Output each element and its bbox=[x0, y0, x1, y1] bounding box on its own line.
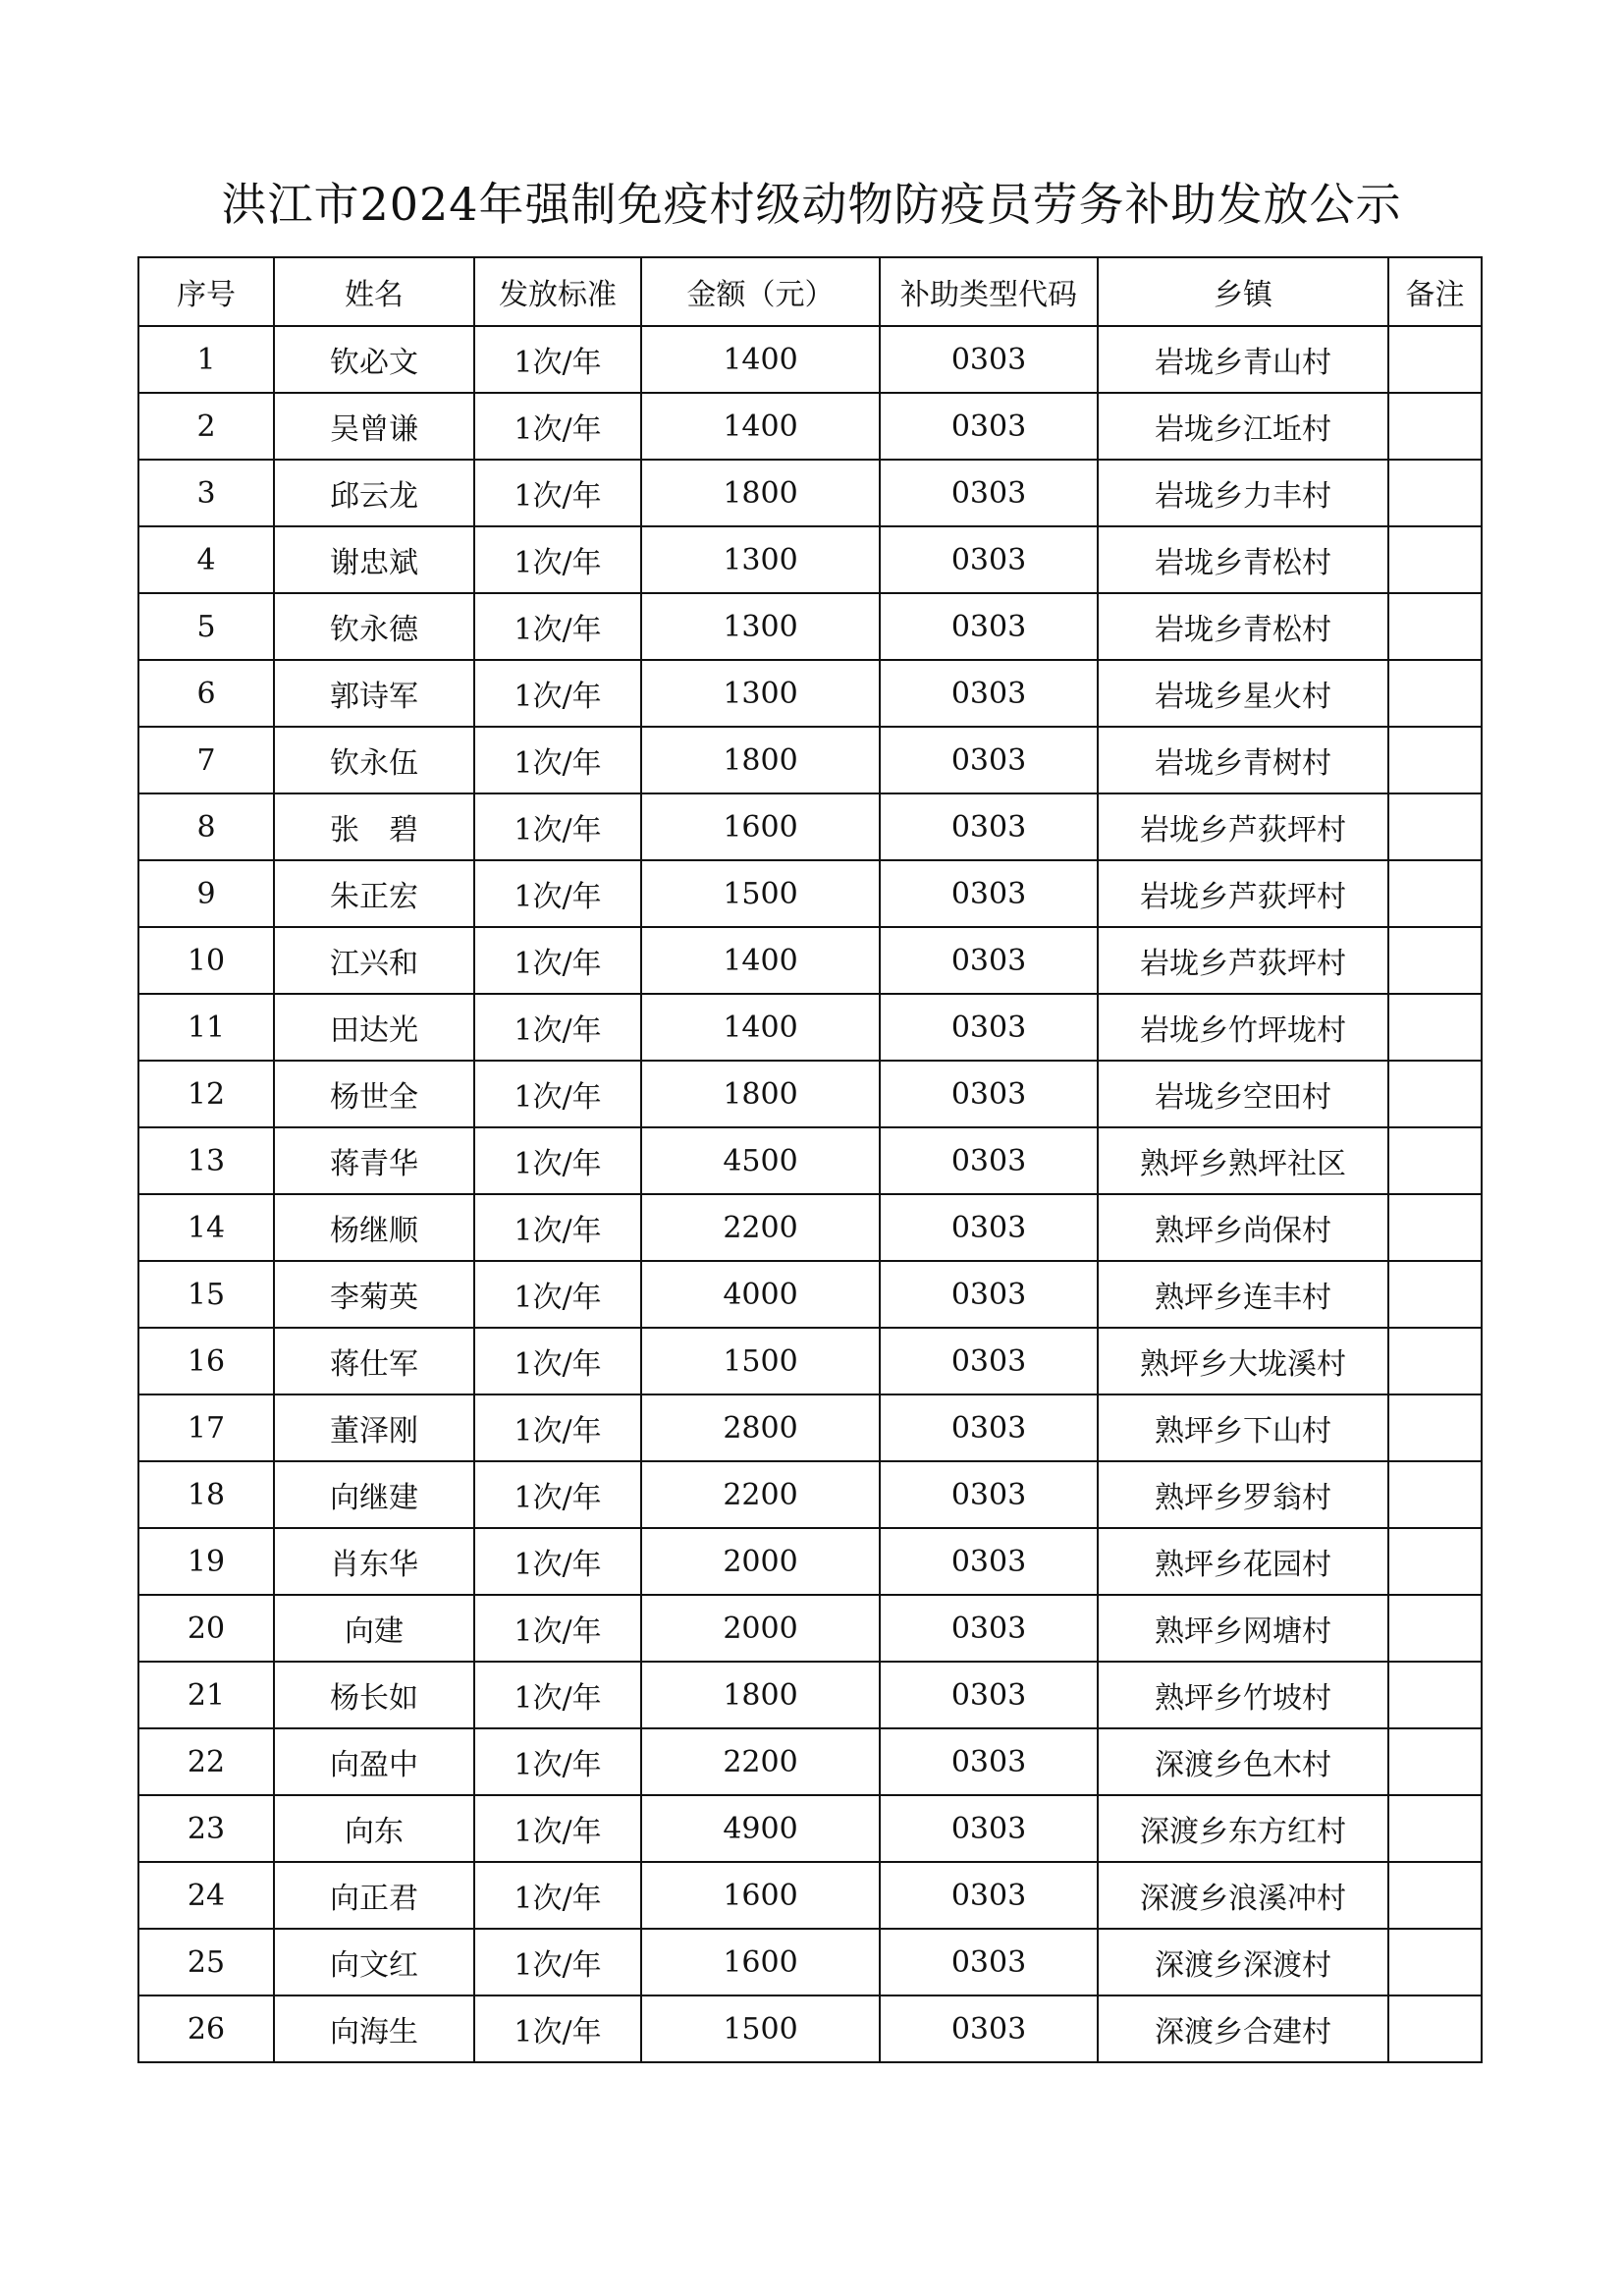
cell-subsidy-code: 0303 bbox=[880, 460, 1098, 526]
cell-name: 朱正宏 bbox=[274, 860, 474, 927]
cell-subsidy-code: 0303 bbox=[880, 1862, 1098, 1929]
table-row bbox=[138, 1995, 1482, 2062]
cell-serial-number: 8 bbox=[138, 793, 274, 860]
cell-name: 江兴和 bbox=[274, 927, 474, 994]
cell-serial-number: 11 bbox=[138, 994, 274, 1061]
cell-standard: 1次/年 bbox=[474, 1728, 641, 1795]
cell-amount: 1300 bbox=[641, 526, 880, 593]
cell-standard: 1次/年 bbox=[474, 660, 641, 727]
table-row bbox=[138, 994, 1482, 1061]
cell-subsidy-code: 0303 bbox=[880, 1795, 1098, 1862]
cell-subsidy-code: 0303 bbox=[880, 1662, 1098, 1728]
cell-township: 岩垅乡芦荻坪村 bbox=[1098, 793, 1388, 860]
cell-serial-number: 4 bbox=[138, 526, 274, 593]
table-row bbox=[138, 1528, 1482, 1595]
cell-standard: 1次/年 bbox=[474, 1461, 641, 1528]
table-row bbox=[138, 727, 1482, 793]
cell-remarks bbox=[1388, 526, 1482, 593]
cell-township: 岩垅乡青山村 bbox=[1098, 326, 1388, 393]
cell-serial-number: 7 bbox=[138, 727, 274, 793]
cell-township: 深渡乡东方红村 bbox=[1098, 1795, 1388, 1862]
cell-serial-number: 19 bbox=[138, 1528, 274, 1595]
header-name: 姓名 bbox=[274, 257, 474, 326]
cell-standard: 1次/年 bbox=[474, 1929, 641, 1995]
cell-name: 向建 bbox=[274, 1595, 474, 1662]
cell-serial-number: 20 bbox=[138, 1595, 274, 1662]
cell-amount: 1300 bbox=[641, 593, 880, 660]
cell-township: 岩垅乡力丰村 bbox=[1098, 460, 1388, 526]
table-row bbox=[138, 1061, 1482, 1127]
table-row bbox=[138, 1194, 1482, 1261]
cell-amount: 1600 bbox=[641, 1862, 880, 1929]
cell-amount: 4000 bbox=[641, 1261, 880, 1328]
cell-serial-number: 12 bbox=[138, 1061, 274, 1127]
header-row bbox=[138, 257, 1482, 326]
cell-name: 董泽刚 bbox=[274, 1394, 474, 1461]
cell-serial-number: 23 bbox=[138, 1795, 274, 1862]
header-township: 乡镇 bbox=[1098, 257, 1388, 326]
cell-remarks bbox=[1388, 1595, 1482, 1662]
cell-serial-number: 16 bbox=[138, 1328, 274, 1394]
table-row bbox=[138, 1127, 1482, 1194]
cell-amount: 1600 bbox=[641, 1929, 880, 1995]
cell-serial-number: 5 bbox=[138, 593, 274, 660]
cell-standard: 1次/年 bbox=[474, 860, 641, 927]
cell-standard: 1次/年 bbox=[474, 326, 641, 393]
cell-serial-number: 2 bbox=[138, 393, 274, 460]
cell-name: 张 碧 bbox=[274, 793, 474, 860]
cell-standard: 1次/年 bbox=[474, 1595, 641, 1662]
cell-subsidy-code: 0303 bbox=[880, 1261, 1098, 1328]
cell-remarks bbox=[1388, 660, 1482, 727]
table-row bbox=[138, 1795, 1482, 1862]
cell-standard: 1次/年 bbox=[474, 1862, 641, 1929]
cell-amount: 1500 bbox=[641, 1328, 880, 1394]
cell-township: 熟坪乡连丰村 bbox=[1098, 1261, 1388, 1328]
cell-subsidy-code: 0303 bbox=[880, 393, 1098, 460]
cell-name: 钦永伍 bbox=[274, 727, 474, 793]
cell-subsidy-code: 0303 bbox=[880, 927, 1098, 994]
cell-amount: 2000 bbox=[641, 1595, 880, 1662]
cell-serial-number: 17 bbox=[138, 1394, 274, 1461]
cell-name: 钦必文 bbox=[274, 326, 474, 393]
cell-name: 向盈中 bbox=[274, 1728, 474, 1795]
cell-name: 谢忠斌 bbox=[274, 526, 474, 593]
cell-township: 熟坪乡熟坪社区 bbox=[1098, 1127, 1388, 1194]
header-remarks: 备注 bbox=[1388, 257, 1482, 326]
cell-remarks bbox=[1388, 1662, 1482, 1728]
cell-township: 熟坪乡花园村 bbox=[1098, 1528, 1388, 1595]
cell-remarks bbox=[1388, 1127, 1482, 1194]
cell-township: 熟坪乡网塘村 bbox=[1098, 1595, 1388, 1662]
cell-subsidy-code: 0303 bbox=[880, 994, 1098, 1061]
cell-subsidy-code: 0303 bbox=[880, 1461, 1098, 1528]
cell-name: 向正君 bbox=[274, 1862, 474, 1929]
cell-amount: 1400 bbox=[641, 393, 880, 460]
cell-amount: 1400 bbox=[641, 927, 880, 994]
cell-township: 岩垅乡星火村 bbox=[1098, 660, 1388, 727]
cell-remarks bbox=[1388, 326, 1482, 393]
cell-serial-number: 18 bbox=[138, 1461, 274, 1528]
cell-remarks bbox=[1388, 593, 1482, 660]
cell-standard: 1次/年 bbox=[474, 1662, 641, 1728]
cell-subsidy-code: 0303 bbox=[880, 1528, 1098, 1595]
table-row bbox=[138, 393, 1482, 460]
table-row bbox=[138, 526, 1482, 593]
cell-standard: 1次/年 bbox=[474, 593, 641, 660]
cell-amount: 1800 bbox=[641, 727, 880, 793]
cell-amount: 1400 bbox=[641, 994, 880, 1061]
cell-remarks bbox=[1388, 1061, 1482, 1127]
cell-serial-number: 1 bbox=[138, 326, 274, 393]
cell-name: 李菊英 bbox=[274, 1261, 474, 1328]
cell-subsidy-code: 0303 bbox=[880, 1127, 1098, 1194]
cell-name: 向继建 bbox=[274, 1461, 474, 1528]
cell-amount: 1800 bbox=[641, 1662, 880, 1728]
cell-serial-number: 25 bbox=[138, 1929, 274, 1995]
cell-name: 蒋青华 bbox=[274, 1127, 474, 1194]
cell-serial-number: 13 bbox=[138, 1127, 274, 1194]
cell-serial-number: 15 bbox=[138, 1261, 274, 1328]
cell-remarks bbox=[1388, 1328, 1482, 1394]
table-row bbox=[138, 1662, 1482, 1728]
cell-township: 深渡乡浪溪冲村 bbox=[1098, 1862, 1388, 1929]
table-body bbox=[138, 326, 1482, 2062]
cell-subsidy-code: 0303 bbox=[880, 1595, 1098, 1662]
cell-remarks bbox=[1388, 793, 1482, 860]
cell-serial-number: 9 bbox=[138, 860, 274, 927]
cell-remarks bbox=[1388, 1528, 1482, 1595]
cell-amount: 1800 bbox=[641, 1061, 880, 1127]
cell-amount: 1800 bbox=[641, 460, 880, 526]
header-amount: 金额（元） bbox=[641, 257, 880, 326]
cell-serial-number: 26 bbox=[138, 1995, 274, 2062]
cell-subsidy-code: 0303 bbox=[880, 1328, 1098, 1394]
page-title: 洪江市2024年强制免疫村级动物防疫员劳务补助发放公示 bbox=[221, 178, 1402, 231]
cell-subsidy-code: 0303 bbox=[880, 860, 1098, 927]
table-row bbox=[138, 1862, 1482, 1929]
cell-amount: 4900 bbox=[641, 1795, 880, 1862]
cell-standard: 1次/年 bbox=[474, 393, 641, 460]
cell-amount: 1500 bbox=[641, 1995, 880, 2062]
cell-subsidy-code: 0303 bbox=[880, 793, 1098, 860]
cell-name: 向海生 bbox=[274, 1995, 474, 2062]
cell-remarks bbox=[1388, 1929, 1482, 1995]
table-row bbox=[138, 660, 1482, 727]
cell-serial-number: 22 bbox=[138, 1728, 274, 1795]
cell-remarks bbox=[1388, 927, 1482, 994]
cell-serial-number: 14 bbox=[138, 1194, 274, 1261]
cell-township: 岩垅乡芦荻坪村 bbox=[1098, 927, 1388, 994]
cell-standard: 1次/年 bbox=[474, 1261, 641, 1328]
cell-township: 岩垅乡江坵村 bbox=[1098, 393, 1388, 460]
cell-amount: 2000 bbox=[641, 1528, 880, 1595]
cell-township: 岩垅乡青松村 bbox=[1098, 593, 1388, 660]
table-row bbox=[138, 1728, 1482, 1795]
table-row bbox=[138, 1461, 1482, 1528]
cell-remarks bbox=[1388, 1995, 1482, 2062]
cell-township: 岩垅乡青松村 bbox=[1098, 526, 1388, 593]
cell-name: 郭诗军 bbox=[274, 660, 474, 727]
cell-standard: 1次/年 bbox=[474, 1061, 641, 1127]
cell-amount: 1600 bbox=[641, 793, 880, 860]
cell-name: 钦永德 bbox=[274, 593, 474, 660]
cell-name: 田达光 bbox=[274, 994, 474, 1061]
table-row bbox=[138, 793, 1482, 860]
cell-subsidy-code: 0303 bbox=[880, 1728, 1098, 1795]
cell-remarks bbox=[1388, 1261, 1482, 1328]
cell-subsidy-code: 0303 bbox=[880, 326, 1098, 393]
cell-remarks bbox=[1388, 1461, 1482, 1528]
cell-name: 蒋仕军 bbox=[274, 1328, 474, 1394]
cell-township: 岩垅乡芦荻坪村 bbox=[1098, 860, 1388, 927]
cell-township: 深渡乡合建村 bbox=[1098, 1995, 1388, 2062]
header-standard: 发放标准 bbox=[474, 257, 641, 326]
cell-remarks bbox=[1388, 727, 1482, 793]
cell-standard: 1次/年 bbox=[474, 1528, 641, 1595]
cell-amount: 1500 bbox=[641, 860, 880, 927]
cell-township: 深渡乡色木村 bbox=[1098, 1728, 1388, 1795]
table-row bbox=[138, 1261, 1482, 1328]
cell-name: 邱云龙 bbox=[274, 460, 474, 526]
cell-standard: 1次/年 bbox=[474, 793, 641, 860]
cell-subsidy-code: 0303 bbox=[880, 1929, 1098, 1995]
cell-subsidy-code: 0303 bbox=[880, 727, 1098, 793]
table-row bbox=[138, 460, 1482, 526]
table-header bbox=[138, 257, 1482, 326]
cell-amount: 2200 bbox=[641, 1461, 880, 1528]
table-row bbox=[138, 927, 1482, 994]
cell-remarks bbox=[1388, 1862, 1482, 1929]
cell-name: 杨继顺 bbox=[274, 1194, 474, 1261]
table-row bbox=[138, 593, 1482, 660]
cell-township: 岩垅乡竹坪垅村 bbox=[1098, 994, 1388, 1061]
header-subsidy-code: 补助类型代码 bbox=[880, 257, 1098, 326]
cell-serial-number: 24 bbox=[138, 1862, 274, 1929]
cell-standard: 1次/年 bbox=[474, 727, 641, 793]
cell-standard: 1次/年 bbox=[474, 1795, 641, 1862]
cell-township: 岩垅乡空田村 bbox=[1098, 1061, 1388, 1127]
cell-remarks bbox=[1388, 1795, 1482, 1862]
cell-amount: 2200 bbox=[641, 1194, 880, 1261]
cell-subsidy-code: 0303 bbox=[880, 1394, 1098, 1461]
cell-township: 熟坪乡竹坡村 bbox=[1098, 1662, 1388, 1728]
table-row bbox=[138, 1595, 1482, 1662]
cell-standard: 1次/年 bbox=[474, 1995, 641, 2062]
cell-name: 杨长如 bbox=[274, 1662, 474, 1728]
cell-standard: 1次/年 bbox=[474, 927, 641, 994]
cell-township: 熟坪乡下山村 bbox=[1098, 1394, 1388, 1461]
cell-serial-number: 6 bbox=[138, 660, 274, 727]
cell-serial-number: 21 bbox=[138, 1662, 274, 1728]
table-row bbox=[138, 1328, 1482, 1394]
cell-standard: 1次/年 bbox=[474, 1394, 641, 1461]
cell-amount: 1300 bbox=[641, 660, 880, 727]
cell-township: 熟坪乡尚保村 bbox=[1098, 1194, 1388, 1261]
table-row bbox=[138, 326, 1482, 393]
cell-subsidy-code: 0303 bbox=[880, 593, 1098, 660]
subsidy-table bbox=[137, 256, 1483, 2063]
cell-remarks bbox=[1388, 1728, 1482, 1795]
cell-township: 熟坪乡罗翁村 bbox=[1098, 1461, 1388, 1528]
cell-amount: 2200 bbox=[641, 1728, 880, 1795]
table-row bbox=[138, 860, 1482, 927]
cell-remarks bbox=[1388, 393, 1482, 460]
cell-township: 深渡乡深渡村 bbox=[1098, 1929, 1388, 1995]
cell-standard: 1次/年 bbox=[474, 1328, 641, 1394]
cell-name: 向文红 bbox=[274, 1929, 474, 1995]
cell-remarks bbox=[1388, 1194, 1482, 1261]
cell-remarks bbox=[1388, 994, 1482, 1061]
cell-amount: 1400 bbox=[641, 326, 880, 393]
cell-subsidy-code: 0303 bbox=[880, 526, 1098, 593]
cell-name: 肖东华 bbox=[274, 1528, 474, 1595]
cell-amount: 4500 bbox=[641, 1127, 880, 1194]
cell-standard: 1次/年 bbox=[474, 460, 641, 526]
cell-township: 熟坪乡大垅溪村 bbox=[1098, 1328, 1388, 1394]
cell-remarks bbox=[1388, 860, 1482, 927]
cell-name: 吴曾谦 bbox=[274, 393, 474, 460]
cell-standard: 1次/年 bbox=[474, 526, 641, 593]
table-row bbox=[138, 1929, 1482, 1995]
cell-subsidy-code: 0303 bbox=[880, 660, 1098, 727]
table-row bbox=[138, 1394, 1482, 1461]
cell-township: 岩垅乡青树村 bbox=[1098, 727, 1388, 793]
cell-name: 向东 bbox=[274, 1795, 474, 1862]
cell-subsidy-code: 0303 bbox=[880, 1194, 1098, 1261]
cell-amount: 2800 bbox=[641, 1394, 880, 1461]
cell-standard: 1次/年 bbox=[474, 1194, 641, 1261]
header-serial-number: 序号 bbox=[138, 257, 274, 326]
cell-remarks bbox=[1388, 1394, 1482, 1461]
cell-serial-number: 3 bbox=[138, 460, 274, 526]
cell-subsidy-code: 0303 bbox=[880, 1061, 1098, 1127]
cell-subsidy-code: 0303 bbox=[880, 1995, 1098, 2062]
cell-remarks bbox=[1388, 460, 1482, 526]
cell-serial-number: 10 bbox=[138, 927, 274, 994]
cell-name: 杨世全 bbox=[274, 1061, 474, 1127]
cell-standard: 1次/年 bbox=[474, 994, 641, 1061]
cell-standard: 1次/年 bbox=[474, 1127, 641, 1194]
